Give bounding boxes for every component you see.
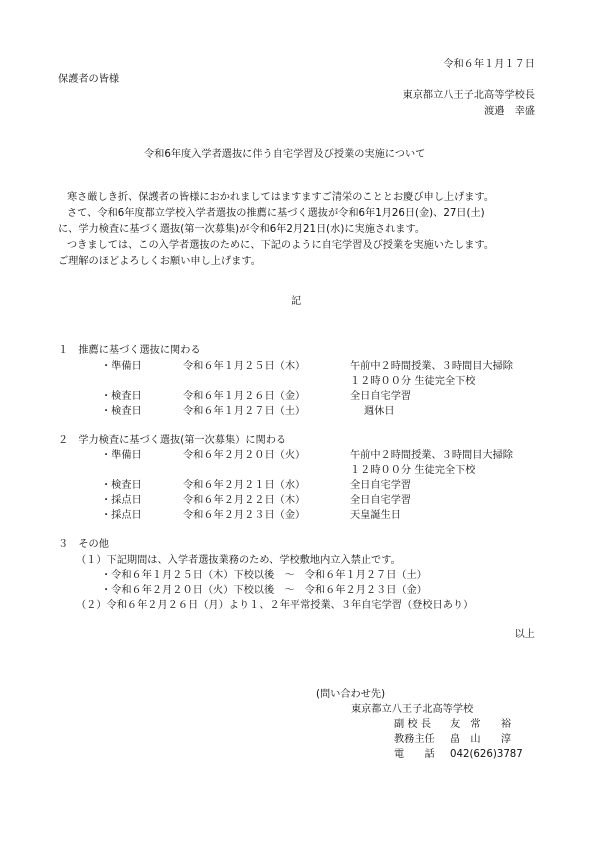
recipient: 保護者の皆様 — [58, 74, 120, 85]
row-label: ・検査日 — [101, 406, 142, 417]
contact-label: 副 校 長 — [394, 719, 432, 730]
sender-school: 東京都立八王子北高等学校長 — [402, 90, 535, 101]
row-note: 午前中２時間授業、３時間目大掃除 — [350, 361, 513, 372]
other-item: （１）下記期間は、入学者選抜業務のため、学校敷地内立入禁止です。 — [76, 555, 401, 566]
row-date: 令和６年２月２１日（水） — [183, 480, 306, 491]
sender-name: 渡邉 幸盛 — [484, 106, 535, 117]
row-note: １２時００分 生徒完全下校 — [350, 465, 476, 476]
row-note: 週休日 — [364, 406, 395, 417]
row-note: 全日自宅学習 — [350, 480, 412, 491]
row-note: 全日自宅学習 — [350, 495, 412, 506]
ki-mark: 記 — [291, 296, 302, 307]
intro-line: つきましては、この入学者選抜のために、下記のように自宅学習及び授業を実施いたします。 — [67, 240, 495, 251]
document-title: 令和6年度入学者選抜に伴う自宅学習及び授業の実施について — [144, 149, 426, 160]
contact-phone: 042(626)3787 — [450, 749, 523, 760]
contact-name: 畠 山 淳 — [450, 734, 512, 745]
contact-school: 東京都立八王子北高等学校 — [351, 704, 474, 715]
contact-label: 電 話 — [394, 749, 435, 760]
contact-name: 友 常 裕 — [450, 719, 512, 730]
row-label: ・準備日 — [101, 361, 142, 372]
row-date: 令和６年２月２０日（火） — [183, 450, 306, 461]
row-date: 令和６年２月２３日（金） — [183, 510, 306, 521]
closing-mark: 以上 — [514, 629, 535, 640]
intro-line: 寒さ厳しき折、保護者の皆様におかれましてはますますご清栄のこととお慶び申し上げます。 — [67, 192, 495, 203]
section-heading: ２ 学力検査に基づく選抜(第一次募集）に関わる — [58, 435, 287, 446]
row-date: 令和６年１月２６日（金） — [183, 391, 306, 402]
contact-heading: (問い合わせ先) — [316, 689, 386, 700]
intro-line: さて、令和6年度都立学校入学者選抜の推薦に基づく選抜が令和6年1月26日(金)、27日(土) — [67, 208, 485, 219]
row-label: ・検査日 — [101, 391, 142, 402]
row-note: １２時００分 生徒完全下校 — [350, 376, 476, 387]
row-date: 令和６年１月２５日（木） — [183, 361, 306, 372]
row-date: 令和６年１月２７日（土） — [183, 406, 306, 417]
row-label: ・準備日 — [101, 450, 142, 461]
restricted-period: ・令和６年２月２０日（火）下校以後 ～ 令和６年２月２３日（金） — [101, 585, 427, 596]
row-note: 天皇誕生日 — [350, 510, 401, 521]
row-note: 午前中２時間授業、３時間目大掃除 — [350, 450, 513, 461]
row-date: 令和６年２月２２日（木） — [183, 495, 306, 506]
row-label: ・検査日 — [101, 480, 142, 491]
intro-line: に、学力検査に基づく選抜(第一次募集)が令和6年2月21日(水)に実施されます。 — [58, 224, 426, 235]
row-note: 全日自宅学習 — [350, 391, 412, 402]
other-item: （２）令和６年２月２６日（月）より１、２年平常授業、３年自宅学習（登校日あり） — [76, 600, 474, 611]
restricted-period: ・令和６年１月２５日（木）下校以後 ～ 令和６年１月２７日（土） — [101, 570, 427, 581]
document-date: 令和６年１月１７日 — [443, 59, 535, 70]
row-label: ・採点日 — [101, 495, 142, 506]
intro-line: ご理解のほどよろしくお願い申し上げます。 — [58, 256, 261, 267]
contact-label: 教務主任 — [394, 734, 435, 745]
row-label: ・採点日 — [101, 510, 142, 521]
section-heading: ３ その他 — [58, 539, 109, 550]
section-heading: １ 推薦に基づく選抜に関わる — [58, 345, 201, 356]
